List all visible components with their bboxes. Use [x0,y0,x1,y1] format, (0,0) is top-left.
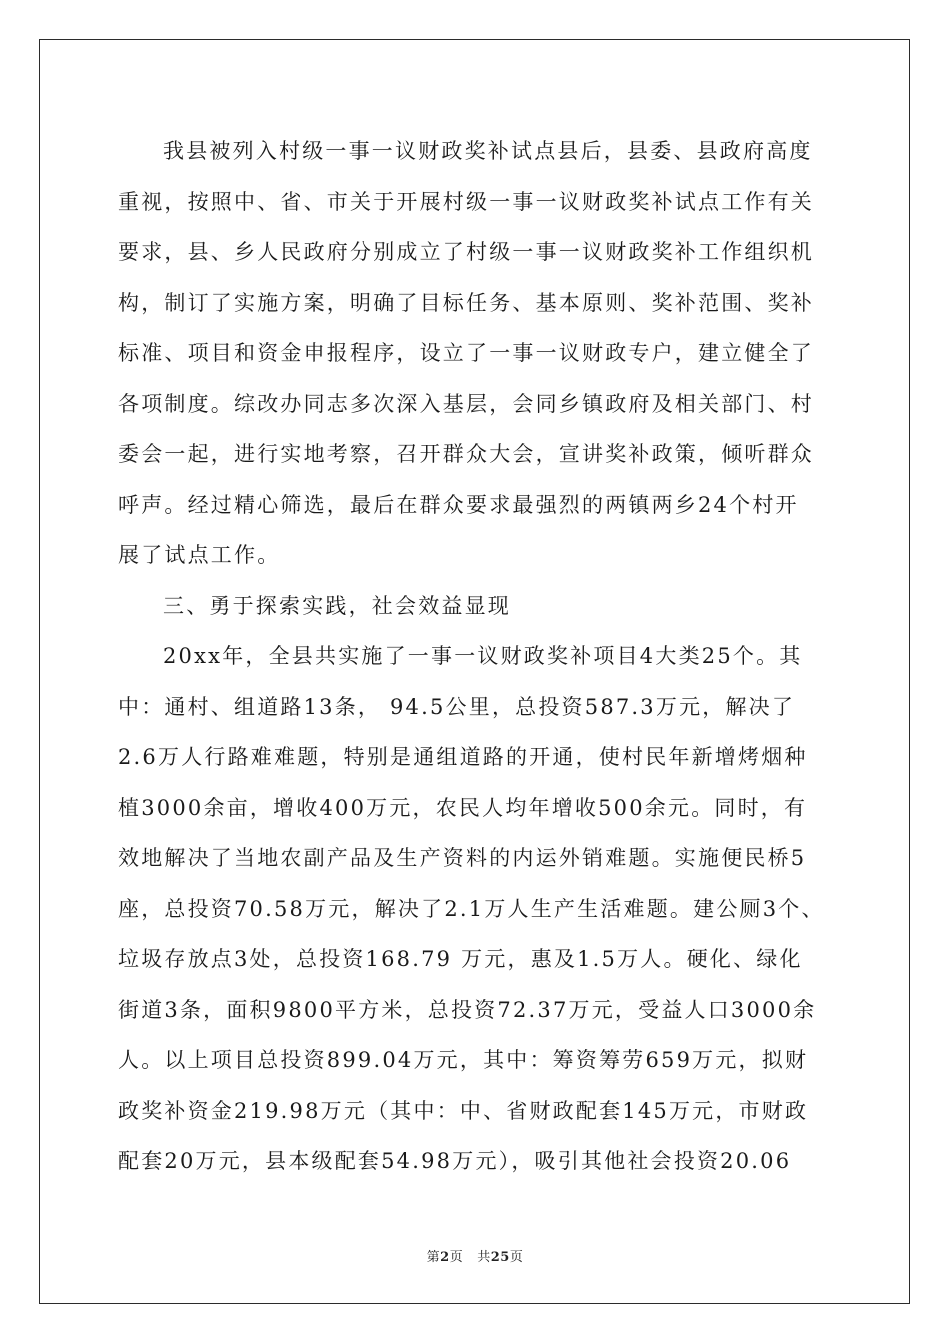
paragraph-line: 中：通村、组道路13条， 94.5公里，总投资587.3万元，解决了 [118,694,796,719]
total-page-number: 25 [490,1250,510,1265]
paragraph-line: 呼声。经过精心筛选，最后在群众要求最强烈的两镇两乡24个村开 [118,492,799,517]
paragraph-line: 2.6万人行路难难题，特别是通组道路的开通，使村民年新增烤烟种 [118,745,808,769]
paragraph-line: 植3000余亩，增收400万元，农民人均年增收500余元。同时，有 [118,795,808,820]
page-unit: 页 [449,1250,464,1265]
page-footer [0,1246,950,1265]
paragraph-line: 效地解决了当地农副产品及生产资料的内运外销难题。实施便民桥5 [118,846,807,870]
page-prefix: 第 [426,1250,441,1265]
paragraph-line: 人。以上项目总投资899.04万元，其中：筹资筹劳659万元，拟财 [118,1048,809,1072]
paragraph-line: 街道3条，面积9800平方米，总投资72.37万元，受益人口3000余 [118,997,817,1022]
paragraph-line: 要求，县、乡人民政府分别成立了村级一事一议财政奖补工作组织机 [118,240,814,264]
document-body [118,128,830,1189]
paragraph-line: 重视，按照中、省、市关于开展村级一事一议财政奖补试点工作有关 [118,189,814,214]
paragraph-line: 配套20万元，县本级配套54.98万元），吸引其他社会投资20.06 [118,1149,792,1173]
paragraph-line: 我县被列入村级一事一议财政奖补试点县后，县委、县政府高度 [163,139,813,163]
total-prefix: 共 [477,1250,491,1265]
paragraph-line: 垃圾存放点3处，总投资168.79 万元，惠及1.5万人。硬化、绿化 [118,947,803,971]
paragraph-line: 委会一起，进行实地考察，召开群众大会，宣讲奖补政策，倾听群众 [118,442,814,466]
paragraph-line: 标准、项目和资金申报程序，设立了一事一议财政专户，建立健全了 [118,341,814,365]
paragraph-line: 展了试点工作。 [118,543,281,567]
paragraph-line: 构，制订了实施方案，明确了目标任务、基本原则、奖补范围、奖补 [118,290,814,315]
paragraph-line: 各项制度。综改办同志多次深入基层，会同乡镇政府及相关部门、村 [118,391,814,416]
section-heading: 三、勇于探索实践，社会效益显现 [163,593,511,618]
paragraph-line: 20xx年，全县共实施了一事一议财政奖补项目4大类25个。其 [163,644,803,668]
paragraph-line: 座，总投资70.58万元，解决了2.1万人生产生活难题。建公厕3个、 [118,896,825,921]
total-unit: 页 [509,1250,524,1265]
current-page-number: 2 [440,1250,450,1265]
paragraph-line: 政奖补资金219.98万元（其中：中、省财政配套145万元，市财政 [118,1098,809,1123]
